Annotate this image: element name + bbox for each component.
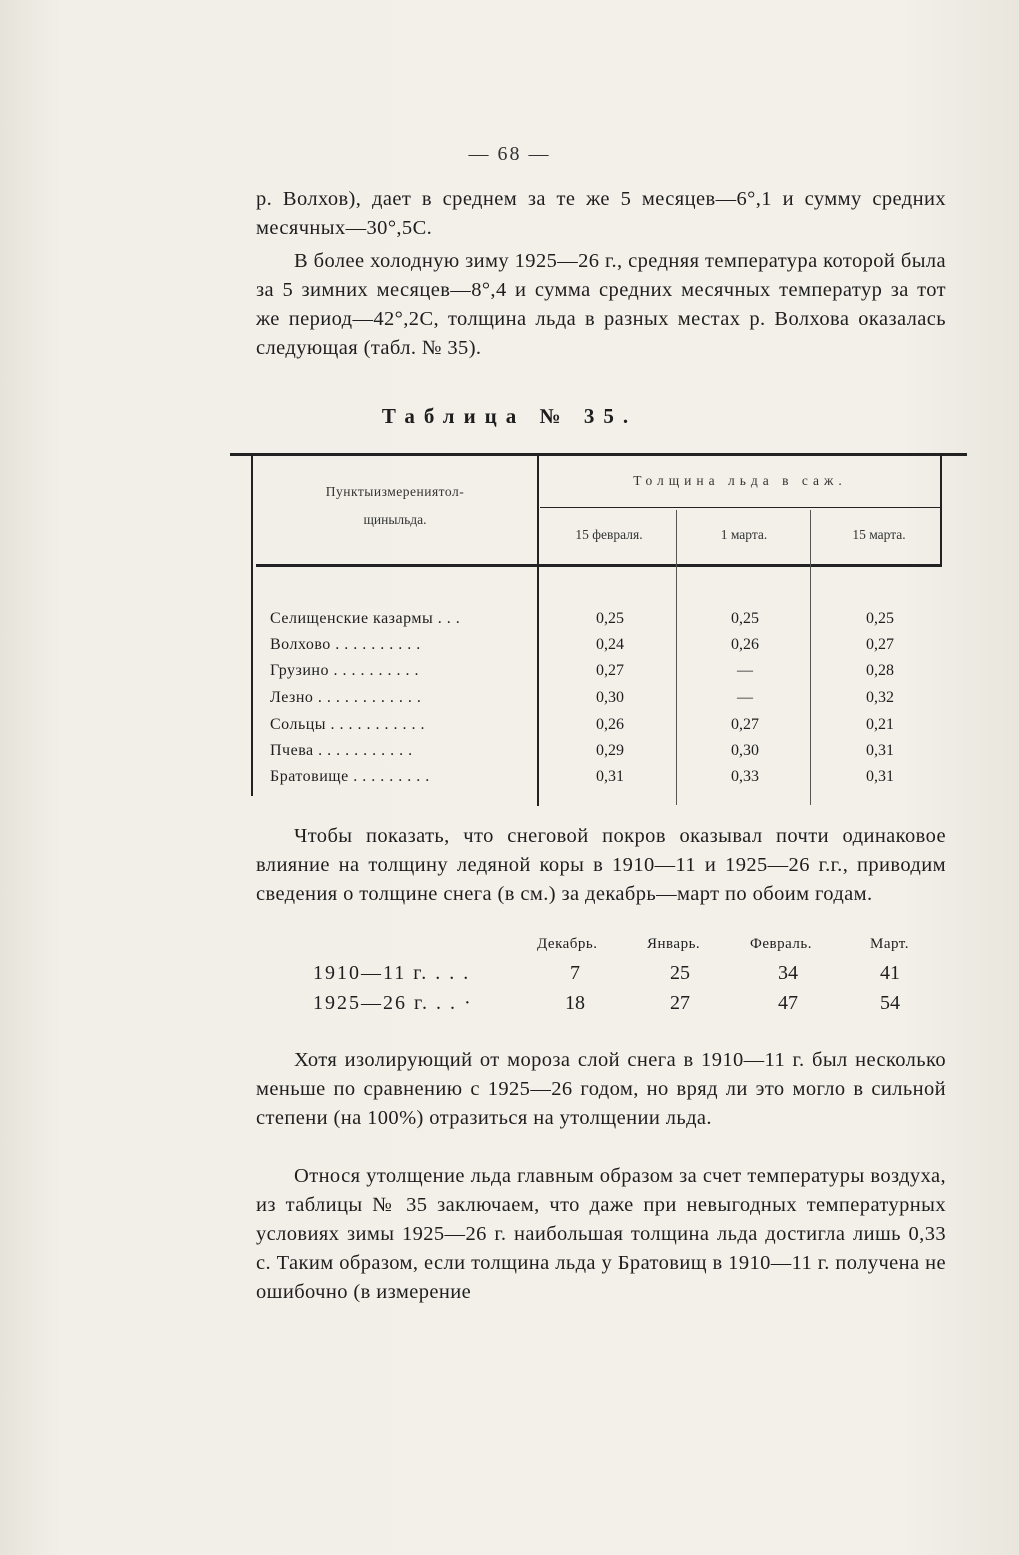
row-name: Братовище . . . . . . . . .	[270, 768, 430, 785]
row-value: 0,27	[731, 716, 759, 733]
row-name: Волхово . . . . . . . . . .	[270, 636, 421, 653]
row-value: 0,24	[596, 636, 624, 653]
row-value: 0,31	[596, 768, 624, 785]
table-right-rule	[940, 456, 942, 566]
snow-value: 54	[880, 992, 900, 1014]
row-value: —	[737, 662, 753, 679]
snow-month-jan: Январь.	[647, 936, 701, 952]
row-value: 0,27	[596, 662, 624, 679]
header-points-line1: Пунктыизмерениятол-	[325, 484, 465, 499]
snow-value: 7	[570, 962, 580, 984]
snow-value: 27	[670, 992, 690, 1014]
snow-month-mar: Март.	[870, 936, 909, 952]
row-name: Селищенские казармы . . .	[270, 610, 461, 627]
row-value: 0,32	[866, 689, 894, 706]
row-value: 0,21	[866, 716, 894, 733]
paragraph-insulating-snow: Хотя изолирующий от мороза слой снега в 1910—11 г. был несколько меньше по сравнению с 1925—26 годом, но вряд ли это могло в сильной степени (на 100%) отразиться на утолщении льда.	[256, 1049, 946, 1129]
row-value: 0,33	[731, 768, 759, 785]
paragraph-snow-cover: Чтобы показать, что снеговой покров оказывал почти одинаковое влияние на толщину ледяной коры в 1910—11 и 1925—26 г.г., приводим сведения о толщине снега (в см.) за декабрь—март по обоим годам.	[256, 825, 946, 905]
row-value: 0,29	[596, 742, 624, 759]
snow-month-dec: Декабрь.	[537, 936, 598, 952]
header-feb-15: 15 февраля.	[575, 527, 643, 542]
row-value: 0,28	[866, 662, 894, 679]
table-subheader-rule	[540, 507, 940, 508]
row-value: 0,25	[866, 610, 894, 627]
table-title: Таблица № 35.	[381, 404, 638, 428]
table-top-rule	[230, 453, 967, 456]
row-value: 0,25	[596, 610, 624, 627]
snow-row-label: 1925—26 г. . . ·	[313, 992, 473, 1014]
header-points-line2: щиныльда.	[363, 512, 427, 527]
table-left-rule	[251, 456, 253, 796]
row-name: Пчева . . . . . . . . . . .	[270, 742, 413, 759]
row-value: 0,27	[866, 636, 894, 653]
snow-value: 34	[778, 962, 798, 984]
table-header-rule	[256, 564, 942, 567]
row-name: Сольцы . . . . . . . . . . .	[270, 716, 426, 733]
row-value: 0,31	[866, 768, 894, 785]
header-ice-thickness: Толщина льда в саж.	[633, 473, 847, 488]
snow-month-feb: Февраль.	[750, 936, 812, 952]
snow-value: 25	[670, 962, 690, 984]
header-mar-15: 15 марта.	[852, 527, 906, 542]
row-value: —	[737, 689, 753, 706]
row-value: 0,26	[731, 636, 759, 653]
row-value: 0,30	[731, 742, 759, 759]
row-value: 0,31	[866, 742, 894, 759]
snow-value: 47	[778, 992, 798, 1014]
paragraph-cold-winter: В более холодную зиму 1925—26 г., средняя температура которой была за 5 зимних месяцев—8°,4 и сумма средних месячных температур за тот же период—42°,2С, толщина льда в разных местах р. Волхова оказалась следующая (табл. № 35).	[256, 250, 946, 359]
snow-value: 41	[880, 962, 900, 984]
paragraph-air-temperature: Относя утолщение льда главным образом за счет температуры воздуха, из таблицы № 35 заключаем, что даже при невыгодных температурных условиях зимы 1925—26 г. наибольшая толщина льда достигла лишь 0,33 с. Таким образом, если толщина льда у Братовищ в 1910—11 г. получена не ошибочно (в измерение	[256, 1165, 946, 1303]
table-col-divider	[537, 456, 539, 806]
row-value: 0,26	[596, 716, 624, 733]
table-date-divider-1	[676, 510, 677, 805]
row-value: 0,30	[596, 689, 624, 706]
row-name: Лезно . . . . . . . . . . . .	[270, 689, 422, 706]
paragraph-continued: р. Волхов), дает в среднем за те же 5 месяцев—6°,1 и сумму средних месячных—30°,5С.	[256, 188, 946, 239]
snow-value: 18	[565, 992, 585, 1014]
snow-row-label: 1910—11 г. . . .	[313, 962, 471, 984]
row-name: Грузино . . . . . . . . . .	[270, 662, 419, 679]
header-mar-1: 1 марта.	[720, 527, 768, 542]
page-number: — 68 —	[468, 143, 551, 165]
table-date-divider-2	[810, 510, 811, 805]
row-value: 0,25	[731, 610, 759, 627]
